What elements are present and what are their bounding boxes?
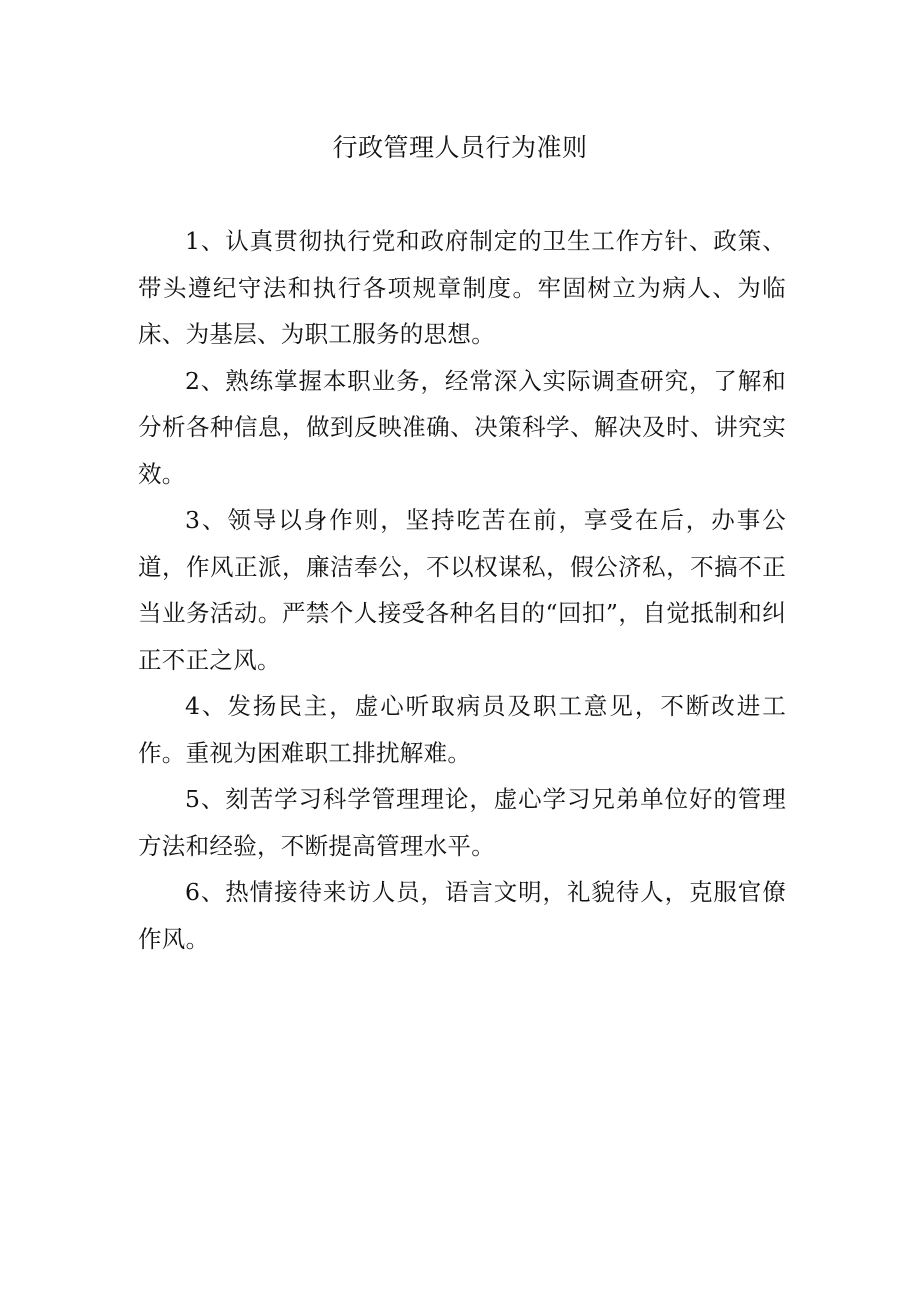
paragraph-3: 3、领导以身作则，坚持吃苦在前，享受在后，办事公道，作风正派，廉洁奉公，不以权谋私，假公济私，不搞不正当业务活动。严禁个人接受各种名目的“回扣”，自觉抵制和纠正不正之风。 [138,506,786,674]
paragraph-1: 1、认真贯彻执行党和政府制定的卫生工作方针、政策、带头遵纪守法和执行各项规章制度。牢固树立为病人、为临床、为基层、为职工服务的思想。 [138,227,786,348]
document-body [138,218,786,962]
paragraph-4: 4、发扬民主，虚心听取病员及职工意见，不断改进工作。重视为困难职工排扰解难。 [138,692,786,767]
paragraph-6: 6、热情接待来访人员，语言文明，礼貌待人，克服官僚作风。 [138,878,786,953]
paragraph-2: 2、熟练掌握本职业务，经常深入实际调查研究，了解和分析各种信息，做到反映准确、决策科学、解决及时、讲究实效。 [138,366,786,488]
document-title: 行政管理人员行为准则 [332,133,588,162]
paragraph-5: 5、刻苦学习科学管理理论，虚心学习兄弟单位好的管理方法和经验，不断提高管理水平。 [138,785,786,860]
